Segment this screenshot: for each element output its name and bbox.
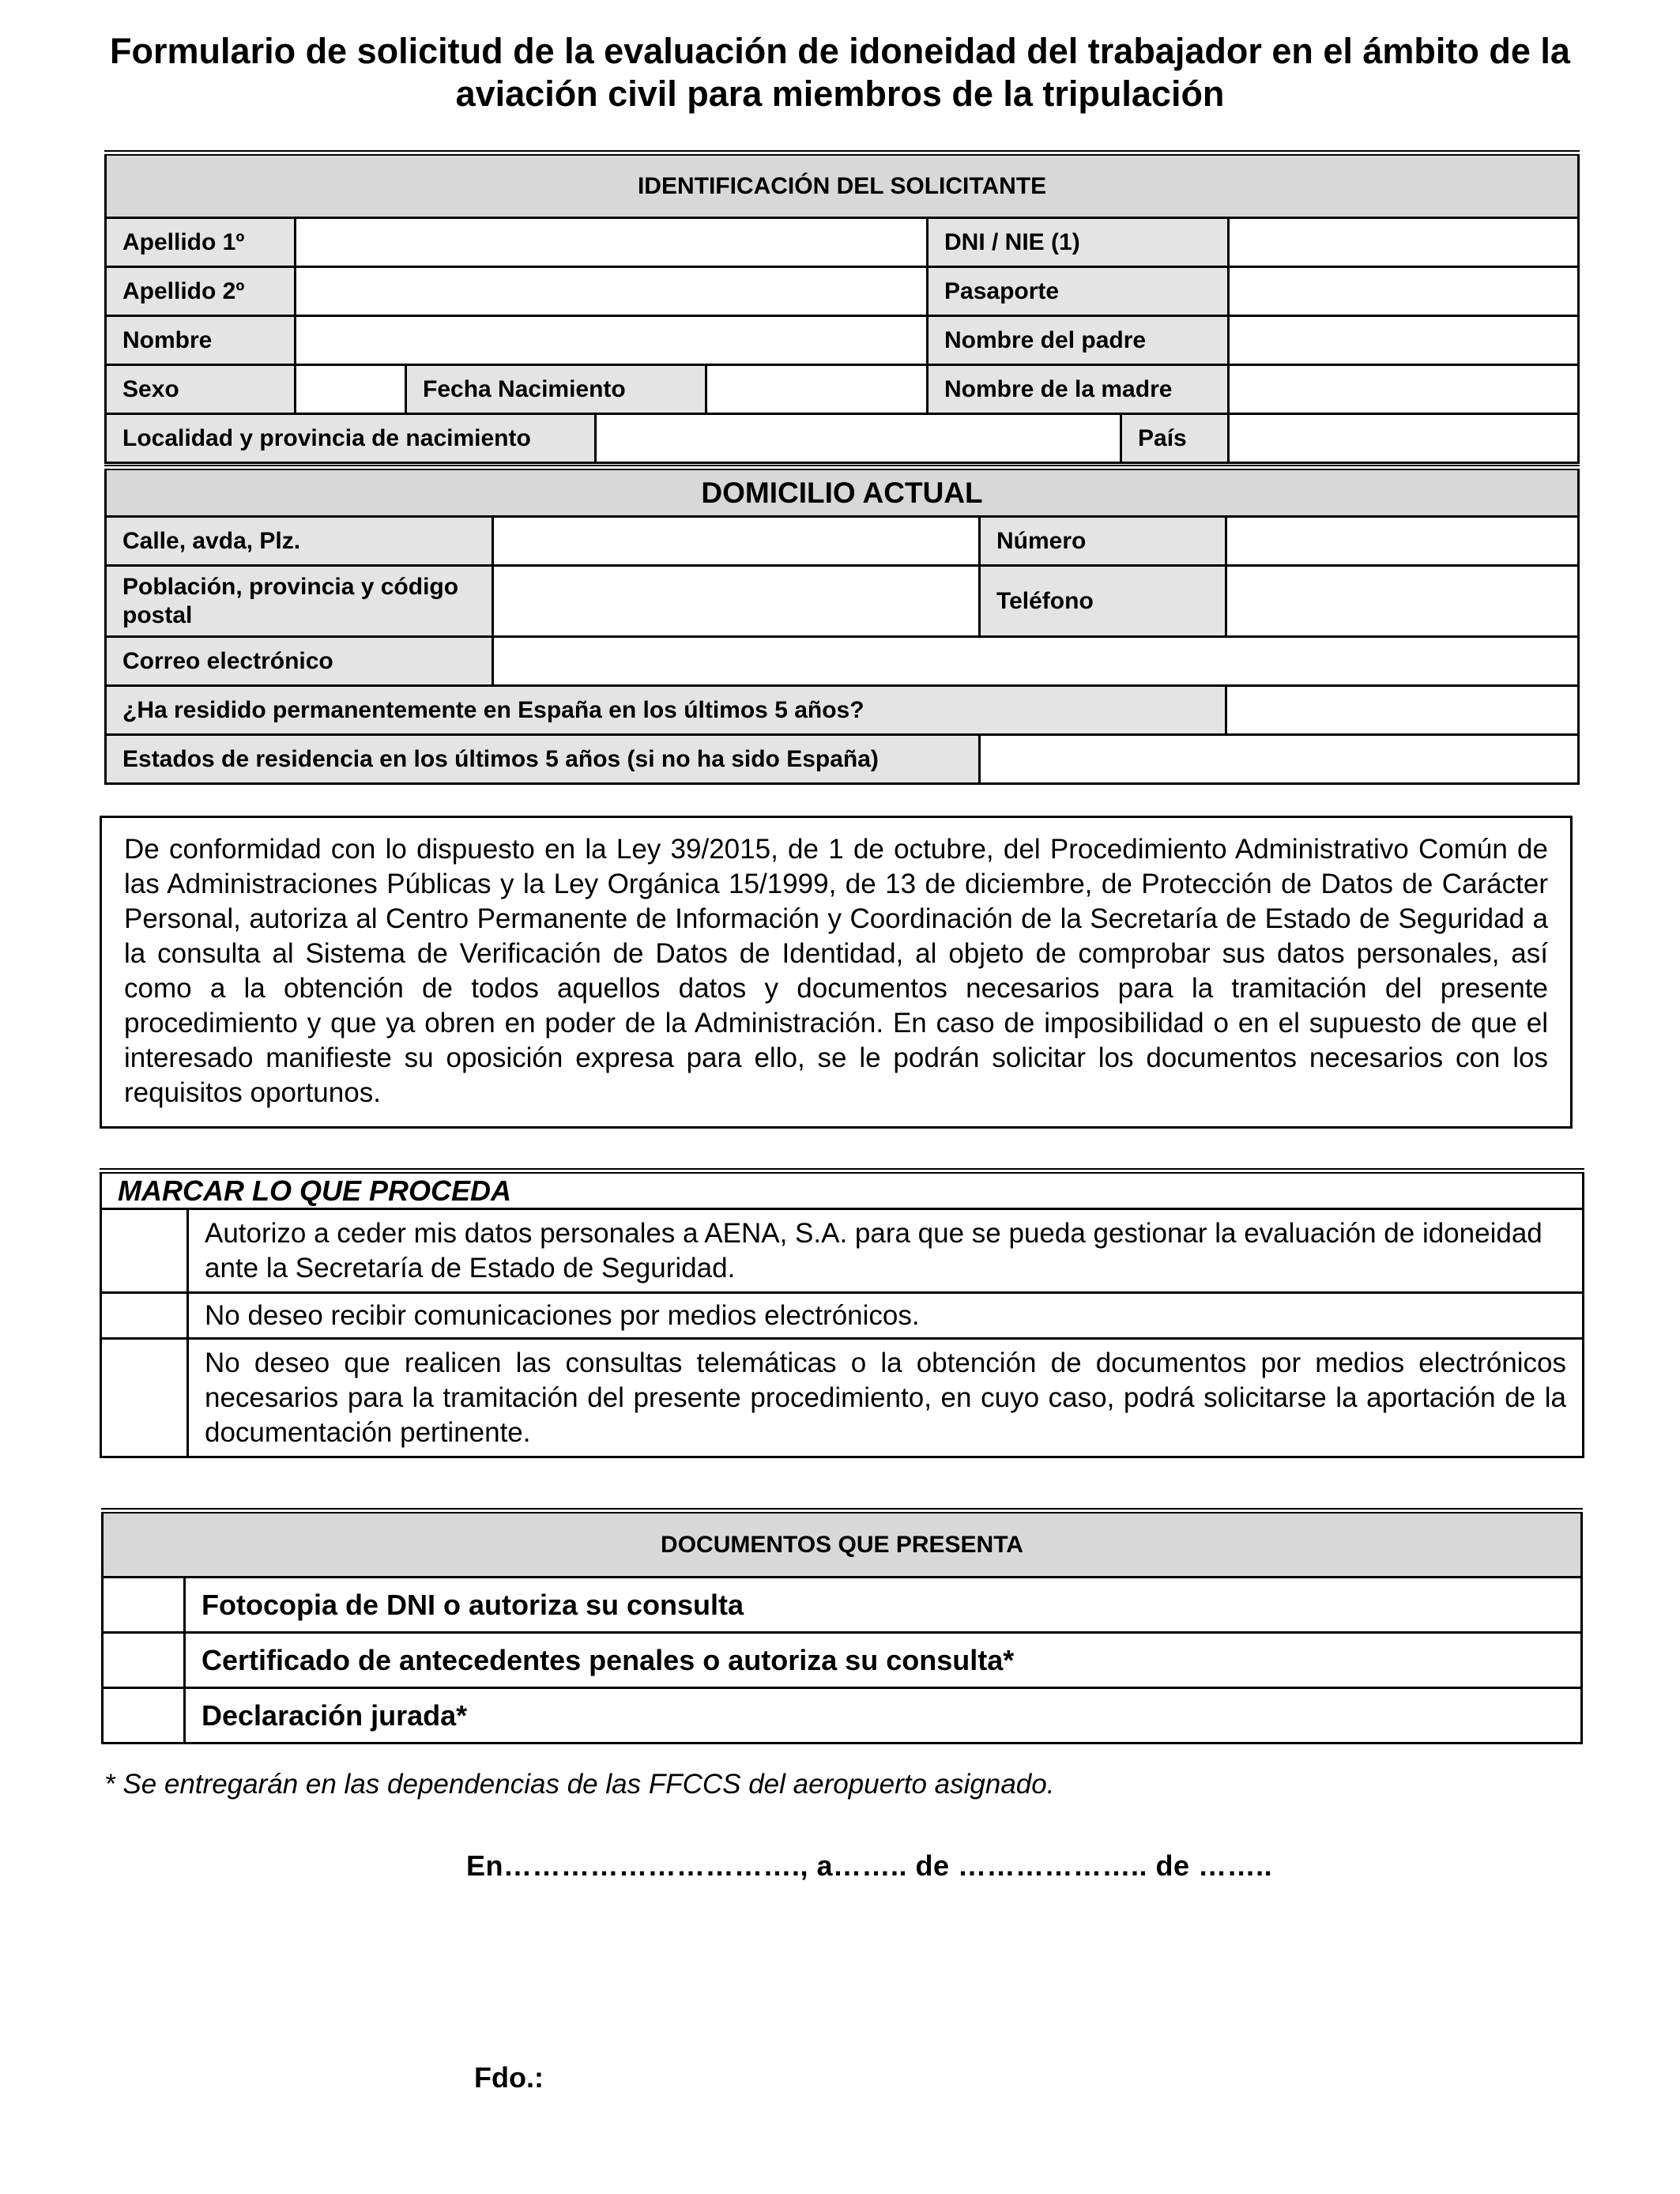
nombre-field[interactable] (296, 316, 928, 365)
title-line-1: Formulario de solicitud de la evaluación de idoneidad del trabajador en el ámbito de la (110, 31, 1570, 71)
doc-checkbox-declaracion[interactable] (103, 1688, 185, 1744)
apellido2-field[interactable] (296, 267, 928, 316)
localidad-field[interactable] (596, 414, 1121, 463)
pasaporte-label: Pasaporte (928, 267, 1229, 316)
residido-field[interactable] (1226, 686, 1579, 735)
poblacion-label: Población, provincia y código postal (106, 566, 493, 637)
marcar-header: MARCAR LO QUE PROCEDA (101, 1171, 1584, 1209)
nombre-padre-field[interactable] (1229, 316, 1579, 365)
apellido1-field[interactable] (296, 218, 928, 267)
pais-label: País (1121, 414, 1229, 463)
domicilio-table (104, 465, 1580, 785)
calle-label: Calle, avda, Plz. (106, 517, 493, 566)
documentos-header: DOCUMENTOS QUE PRESENTA (103, 1511, 1582, 1578)
correo-label: Correo electrónico (106, 637, 493, 686)
nombre-padre-label: Nombre del padre (928, 316, 1229, 365)
estados-label: Estados de residencia en los últimos 5 años (si no ha sido España) (106, 735, 980, 784)
signature-label: Fdo.: (474, 2061, 544, 2094)
page-title (55, 30, 1625, 115)
apellido1-label: Apellido 1º (106, 218, 296, 267)
nombre-label: Nombre (106, 316, 296, 365)
estados-field[interactable] (980, 735, 1579, 784)
numero-label: Número (980, 517, 1226, 566)
domicilio-header: DOMICILIO ACTUAL (106, 468, 1579, 517)
telefono-label: Teléfono (980, 566, 1226, 637)
option-ceder-datos: Autorizo a ceder mis datos personales a AENA, S.A. para que se pueda gestionar la evaluación de idoneidad ante la Secretaría de Estado de Seguridad. (188, 1209, 1584, 1293)
option-no-comunicaciones: No deseo recibir comunicaciones por medios electrónicos. (188, 1293, 1584, 1339)
option-checkbox-no-consultas[interactable] (101, 1339, 188, 1457)
doc-checkbox-antecedentes[interactable] (103, 1633, 185, 1688)
sexo-label: Sexo (106, 365, 296, 414)
dni-field[interactable] (1229, 218, 1579, 267)
doc-antecedentes: Certificado de antecedentes penales o autoriza su consulta* (185, 1633, 1582, 1688)
numero-field[interactable] (1226, 517, 1579, 566)
telefono-field[interactable] (1226, 566, 1579, 637)
pasaporte-field[interactable] (1229, 267, 1579, 316)
option-no-consultas: No deseo que realicen las consultas telemáticas o la obtención de documentos por medios electrónicos necesarios para la tramitación del presente procedimiento, en cuyo caso, podrá solicitarse la aportación de la documentación pertinente. (188, 1339, 1584, 1457)
documentos-table (101, 1508, 1583, 1744)
dni-label: DNI / NIE (1) (928, 218, 1229, 267)
fecha-nacimiento-field[interactable] (706, 365, 928, 414)
fecha-nacimiento-label: Fecha Nacimiento (406, 365, 706, 414)
doc-declaracion: Declaración jurada* (185, 1688, 1582, 1744)
identificacion-header: IDENTIFICACIÓN DEL SOLICITANTE (106, 153, 1579, 218)
localidad-label: Localidad y provincia de nacimiento (106, 414, 596, 463)
doc-dni: Fotocopia de DNI o autoriza su consulta (185, 1578, 1582, 1633)
identificacion-table (104, 150, 1580, 464)
option-checkbox-ceder-datos[interactable] (101, 1209, 188, 1293)
calle-field[interactable] (493, 517, 980, 566)
place-date-line: En…………………………., a…….. de ……………….. de …….. (466, 1849, 1273, 1882)
sexo-field[interactable] (296, 365, 406, 414)
pais-field[interactable] (1229, 414, 1579, 463)
poblacion-field[interactable] (493, 566, 980, 637)
doc-checkbox-dni[interactable] (103, 1578, 185, 1633)
correo-field[interactable] (493, 637, 1579, 686)
nombre-madre-label: Nombre de la madre (928, 365, 1229, 414)
marcar-table (100, 1168, 1584, 1458)
option-checkbox-no-comunicaciones[interactable] (101, 1293, 188, 1339)
apellido2-label: Apellido 2º (106, 267, 296, 316)
nombre-madre-field[interactable] (1229, 365, 1579, 414)
residido-label: ¿Ha residido permanentemente en España en los últimos 5 años? (106, 686, 1226, 735)
title-line-2: aviación civil para miembros de la tripulación (455, 74, 1225, 114)
consent-paragraph: De conformidad con lo dispuesto en la Ley 39/2015, de 1 de octubre, del Procedimiento Administrativo Común de las Administraciones Públicas y la Ley Orgánica 15/1999, de 13 de diciembre, de Protección de Datos de Carácter Personal, autoriza al Centro Permanente de Información y Coordinación de la Secretaría de Estado de Seguridad a la consulta al Sistema de Verificación de Datos de Identidad, al objeto de comprobar sus datos personales, así como a la obtención de todos aquellos datos y documentos necesarios para la tramitación del presente procedimiento y que ya obren en poder de la Administración. En caso de imposibilidad o en el supuesto de que el interesado manifieste su oposición expresa para ello, se le podrán solicitar los documentos necesarios con los requisitos oportunos. (100, 816, 1573, 1129)
footnote: * Se entregarán en las dependencias de las FFCCS del aeropuerto asignado. (104, 1769, 1055, 1800)
